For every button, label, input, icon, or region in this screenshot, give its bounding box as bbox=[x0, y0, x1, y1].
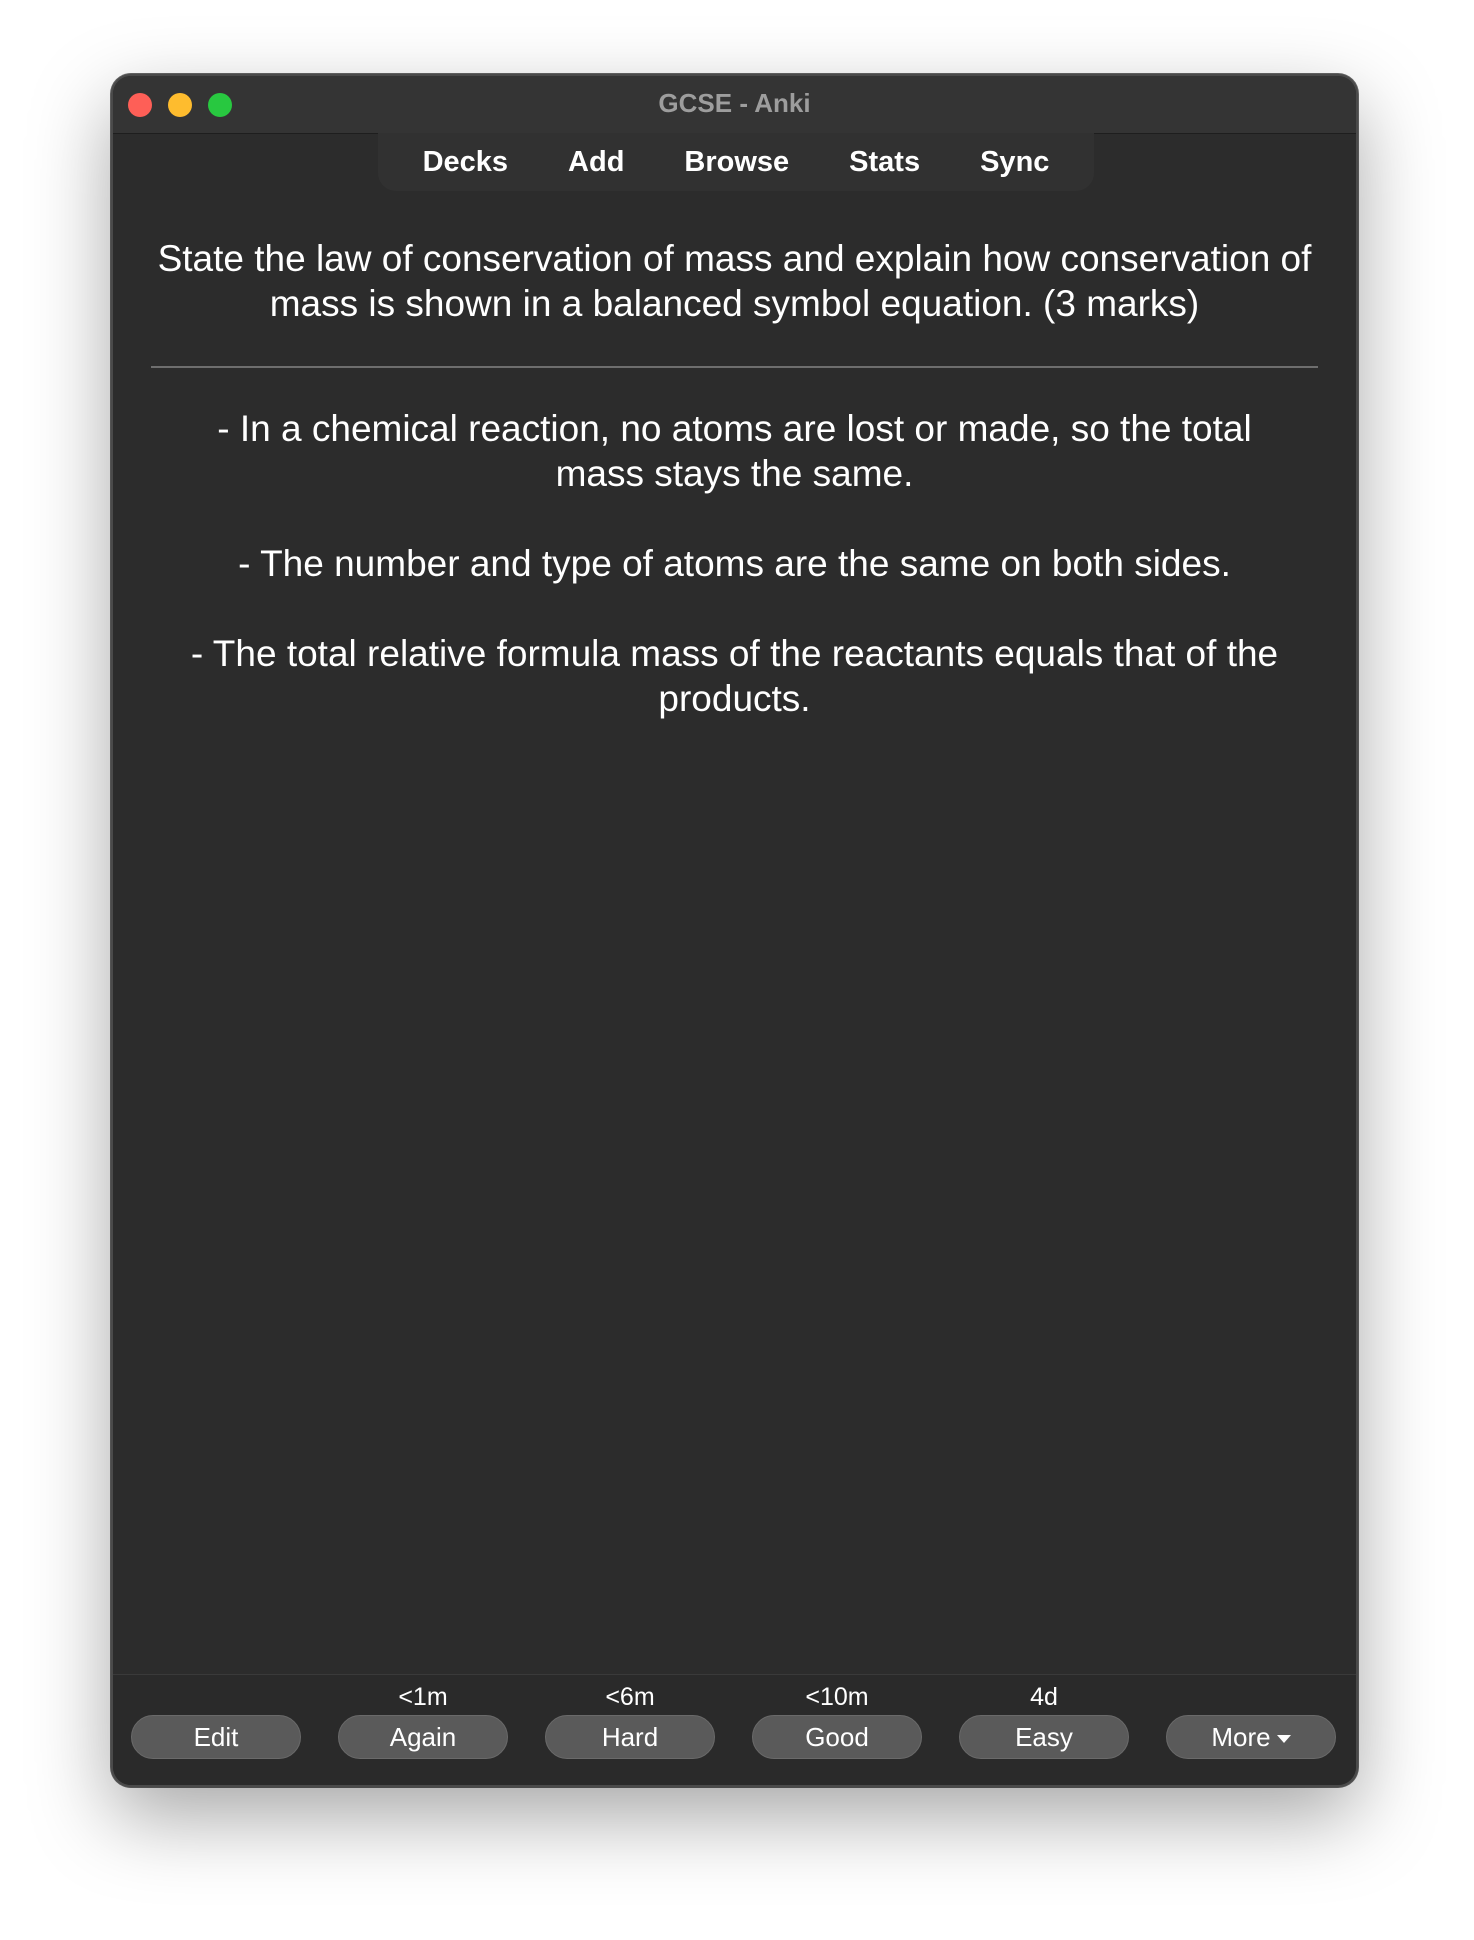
more-column bbox=[1166, 1675, 1336, 1785]
card-answer bbox=[151, 406, 1318, 721]
easy-column bbox=[959, 1675, 1129, 1785]
window-title: GCSE - Anki bbox=[658, 88, 811, 118]
easy-interval: 4d bbox=[1030, 1683, 1058, 1711]
answer-point: - The number and type of atoms are the same on both sides. bbox=[238, 543, 1231, 584]
toolbar-stats[interactable]: Stats bbox=[849, 145, 921, 178]
answer-point: - In a chemical reaction, no atoms are lost or made, so the total mass stays the same. bbox=[217, 408, 1252, 494]
title-bar bbox=[113, 76, 1356, 134]
hard-column bbox=[545, 1675, 715, 1785]
main-toolbar bbox=[378, 133, 1094, 191]
toolbar-add[interactable]: Add bbox=[568, 145, 625, 178]
toolbar-browse[interactable]: Browse bbox=[684, 145, 790, 178]
card-content bbox=[151, 236, 1318, 766]
question-answer-divider bbox=[151, 366, 1318, 368]
again-interval: <1m bbox=[398, 1683, 448, 1711]
hard-interval: <6m bbox=[605, 1683, 655, 1711]
edit-column bbox=[131, 1675, 301, 1785]
toolbar-sync[interactable]: Sync bbox=[980, 145, 1050, 178]
again-button[interactable]: Again bbox=[338, 1715, 508, 1759]
good-button[interactable]: Good bbox=[752, 1715, 922, 1759]
good-interval: <10m bbox=[805, 1683, 869, 1711]
edit-button[interactable]: Edit bbox=[131, 1715, 301, 1759]
anki-window bbox=[111, 74, 1358, 1787]
chevron-down-icon bbox=[1277, 1735, 1291, 1743]
again-column bbox=[338, 1675, 508, 1785]
toolbar-decks[interactable]: Decks bbox=[422, 145, 509, 178]
card-question: State the law of conservation of mass and explain how conservation of mass is shown in a balanced symbol equation. (3 marks) bbox=[157, 238, 1312, 324]
easy-button[interactable]: Easy bbox=[959, 1715, 1129, 1759]
review-bottom-bar bbox=[113, 1674, 1356, 1785]
good-column bbox=[752, 1675, 922, 1785]
hard-button[interactable]: Hard bbox=[545, 1715, 715, 1759]
more-button[interactable] bbox=[1166, 1715, 1336, 1759]
more-button-label: More bbox=[1211, 1722, 1271, 1752]
answer-point: - The total relative formula mass of the reactants equals that of the products. bbox=[190, 633, 1279, 719]
